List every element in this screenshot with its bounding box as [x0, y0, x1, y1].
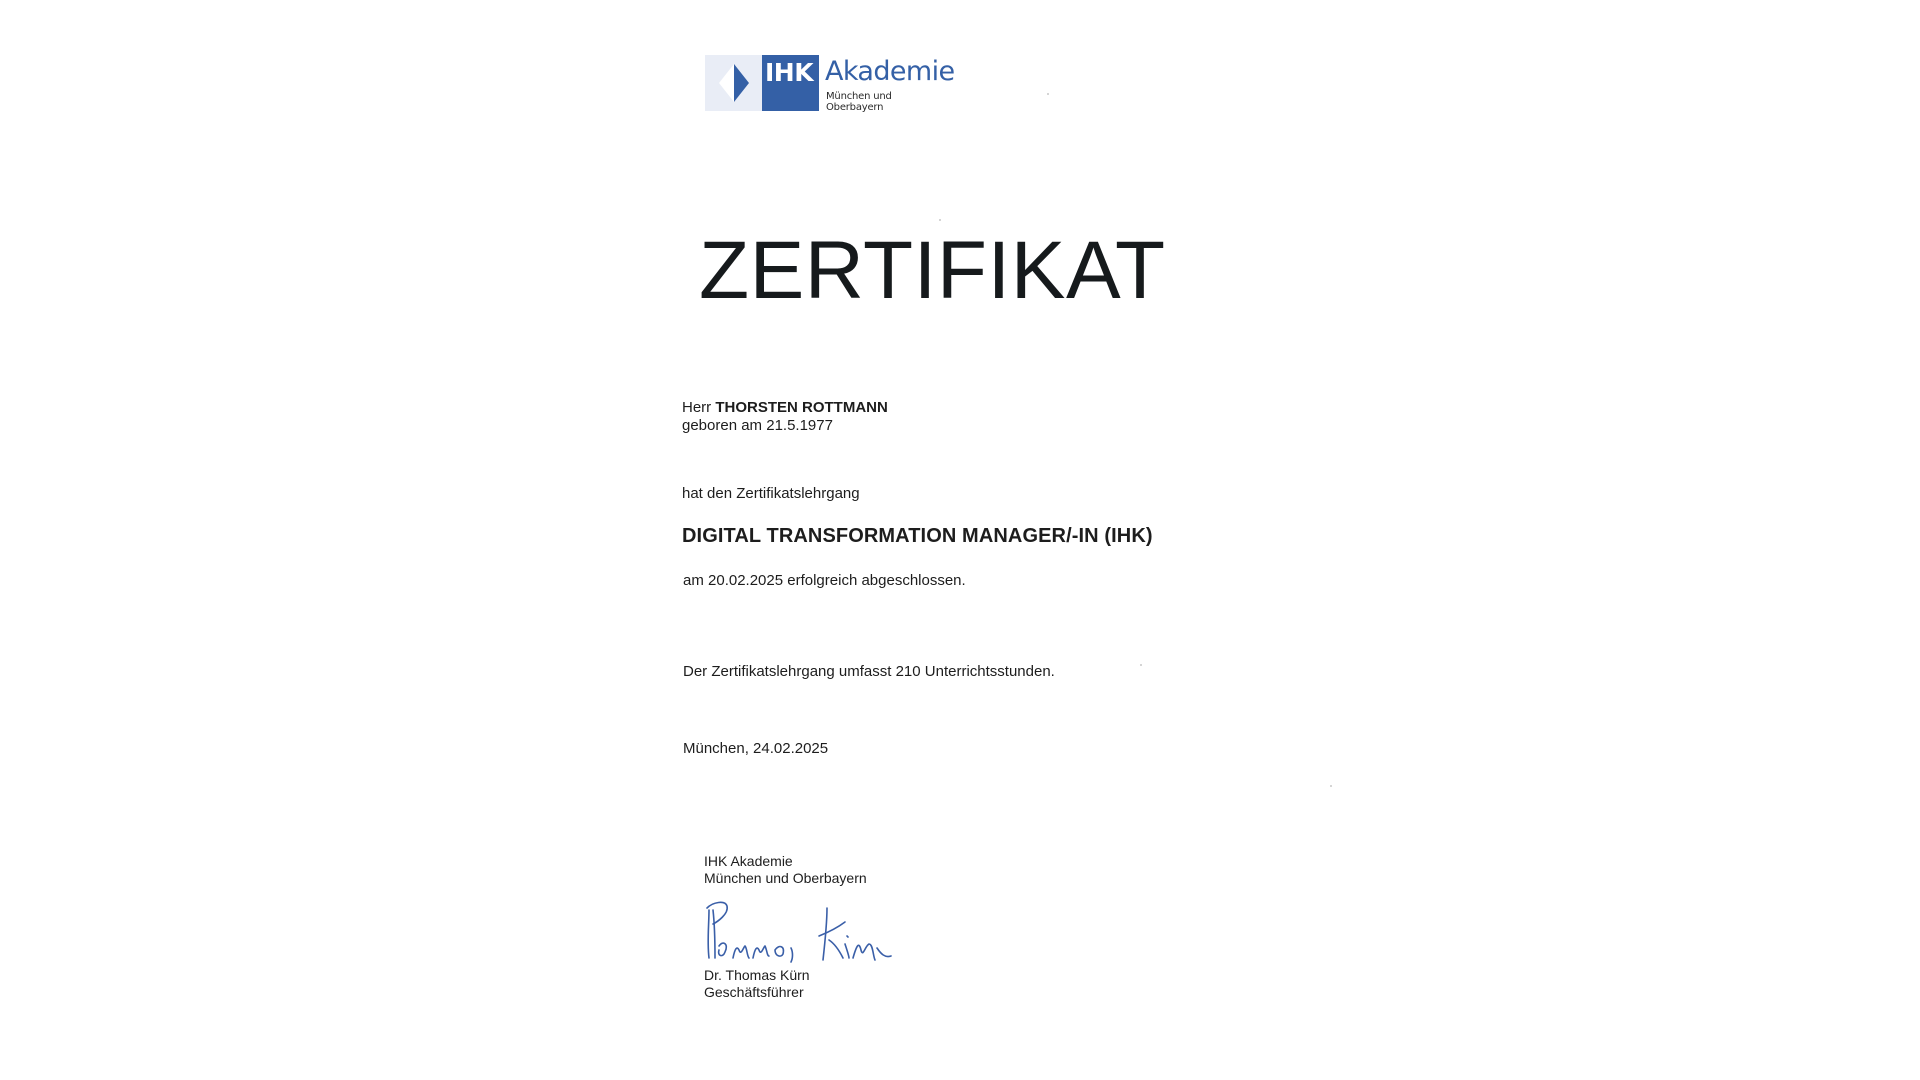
- place-date: München, 24.02.2025: [683, 740, 829, 757]
- ihk-akademie-logo: [705, 55, 955, 113]
- scan-speck: [1330, 785, 1332, 787]
- issuer-org-line2: München und Oberbayern: [704, 870, 867, 886]
- certificate-title: ZERTIFIKAT: [699, 225, 1166, 316]
- logo-akademie-text: Akademie: [825, 56, 955, 87]
- hours-line: Der Zertifikatslehrgang umfasst 210 Unterrichtsstunden.: [683, 663, 1055, 680]
- scan-speck: [1140, 664, 1142, 666]
- logo-light-panel: [705, 55, 762, 111]
- issuer-org-line1: IHK Akademie: [704, 853, 793, 869]
- scan-speck: [939, 219, 941, 221]
- birth-date-line: geboren am 21.5.1977: [682, 417, 833, 434]
- signatory-name: Dr. Thomas Kürn: [704, 967, 810, 983]
- handwritten-signature-icon: [703, 900, 893, 966]
- recipient-name: THORSTEN ROTTMANN: [715, 399, 888, 416]
- logo-ihk-text: IHK: [765, 58, 814, 87]
- scan-speck: [1047, 93, 1049, 95]
- salutation: Herr: [682, 399, 712, 416]
- signatory-role: Geschäftsführer: [704, 984, 804, 1000]
- completion-line: am 20.02.2025 erfolgreich abgeschlossen.: [683, 572, 966, 589]
- diamond-icon: [719, 64, 749, 102]
- recipient-line: [682, 399, 888, 417]
- logo-subtitle: München und Oberbayern: [826, 91, 892, 113]
- intro-line: hat den Zertifikatslehrgang: [682, 485, 860, 502]
- course-title: DIGITAL TRANSFORMATION MANAGER/-IN (IHK): [682, 525, 1153, 547]
